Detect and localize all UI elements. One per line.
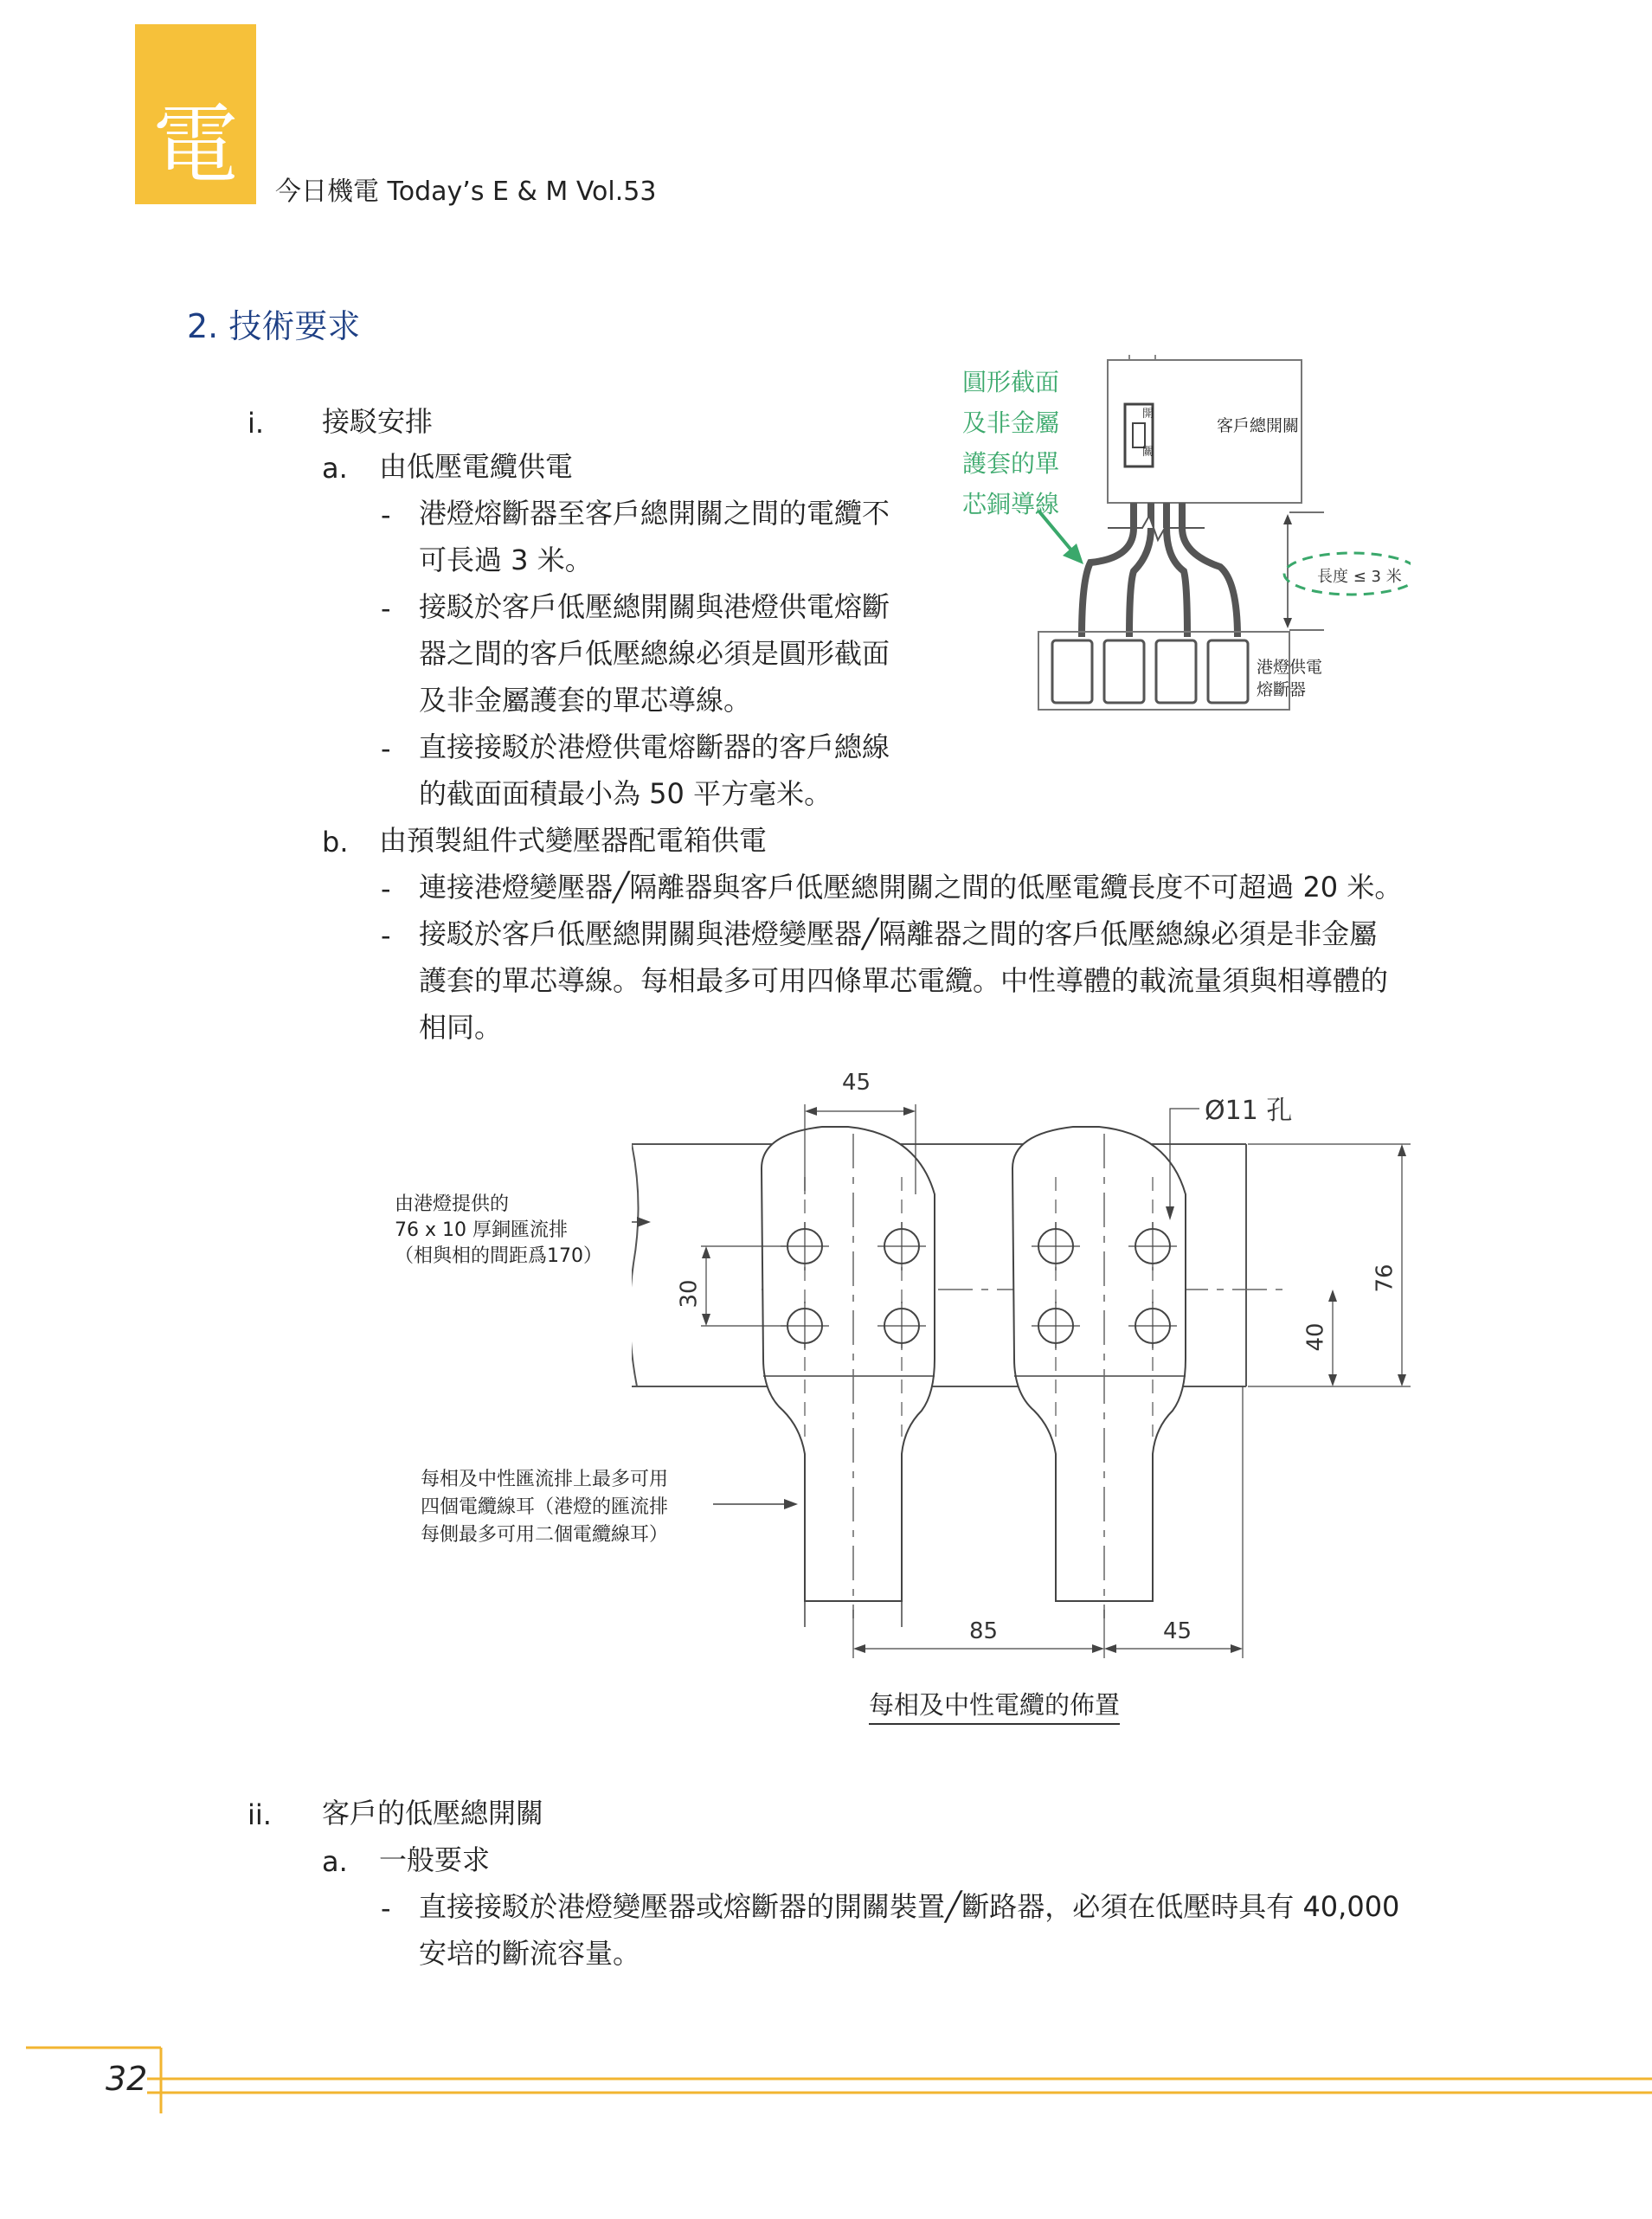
green-note-line: 護套的單 — [962, 449, 1060, 478]
bullet-line: 安培的斷流容量。 — [419, 1937, 641, 1970]
busbar-note-line: 由港燈提供的 — [395, 1193, 510, 1215]
lug-note-line: 每相及中性匯流排上最多可用 — [421, 1469, 669, 1490]
page-number: 32 — [106, 2060, 148, 2098]
bullet-line: 港燈熔斷器至客戶總開關之間的電纜不 — [419, 497, 890, 530]
header-logo-char: 電 — [152, 94, 239, 196]
fuse-label-line: 港燈供電 — [1257, 658, 1323, 677]
busbar-note-line: （相與相的間距爲170） — [395, 1245, 602, 1267]
hole-label: Ø11 孔 — [1205, 1096, 1293, 1126]
bullet-line: 直接接駁於港燈變壓器或熔斷器的開關裝置╱斷路器，必須在低壓時具有 40,000 — [419, 1890, 1400, 1923]
figure-2-busbar-drawing — [632, 1082, 1462, 1662]
part-ii-a-title: 一般要求 — [379, 1843, 491, 1876]
part-i-a-label: a. — [322, 452, 348, 485]
dim-right-76: 76 — [1372, 1264, 1398, 1293]
cable-lug-left — [762, 1127, 935, 1601]
cable-lug-right — [1012, 1127, 1186, 1601]
bullet-line: 相同。 — [419, 1011, 503, 1044]
figure-2-caption: 每相及中性電纜的佈置 — [869, 1686, 1120, 1725]
section-title: 2. 技術要求 — [187, 307, 361, 345]
bullet-line: 器之間的客戶低壓總線必須是圓形截面 — [419, 637, 890, 670]
switch-off-label: 關 — [1142, 446, 1154, 459]
fuse-label-line: 熔斷器 — [1257, 680, 1307, 699]
switch-label: 客戶總開關 — [1217, 416, 1300, 435]
fuse-block — [1038, 632, 1289, 710]
green-note-line: 圓形截面 — [962, 368, 1060, 396]
dim-top-45: 45 — [842, 1070, 871, 1096]
bullet-dash: - — [381, 592, 391, 625]
part-i-b-title: 由預製組件式變壓器配電箱供電 — [379, 824, 768, 857]
bullet-dash: - — [381, 1892, 391, 1925]
switch-on-label: 開 — [1142, 408, 1154, 421]
part-i-b-label: b. — [322, 826, 349, 859]
lug-note-line: 四個電纜線耳（港燈的匯流排 — [421, 1496, 669, 1518]
part-i-a-title: 由低壓電纜供電 — [379, 450, 574, 483]
green-note-line: 及非金屬 — [962, 408, 1060, 437]
length-label: 長度 ≤ 3 米 — [1317, 568, 1402, 586]
part-i-number: i. — [247, 407, 265, 440]
busbar-note-line: 76 x 10 厚銅匯流排 — [395, 1219, 568, 1241]
part-i-title: 接駁安排 — [322, 405, 434, 438]
bullet-line: 連接港燈變壓器╱隔離器與客戶低壓總開關之間的低壓電纜長度不可超過 20 米。 — [419, 871, 1403, 904]
part-ii-number: ii. — [247, 1798, 272, 1831]
bullet-dash: - — [381, 872, 391, 905]
part-ii-title: 客戶的低壓總開關 — [322, 1797, 544, 1830]
part-ii-a-label: a. — [322, 1845, 348, 1878]
bullet-line: 接駁於客戶低壓總開關與港燈變壓器╱隔離器之間的客戶低壓總線必須是非金屬 — [419, 917, 1378, 950]
dim-left-30: 30 — [676, 1279, 703, 1309]
dim-bottom-85: 85 — [969, 1618, 999, 1644]
bullet-dash: - — [381, 498, 391, 531]
bullet-line: 及非金屬護套的單芯導線。 — [419, 684, 752, 717]
bullet-dash: - — [381, 919, 391, 952]
magazine-title: 今日機電 Today’s E & M Vol.53 — [275, 177, 657, 207]
bullet-line: 護套的單芯導線。每相最多可用四條單芯電纜。中性導體的載流量須與相導體的 — [419, 964, 1389, 997]
dim-bottom-45: 45 — [1163, 1618, 1192, 1644]
dim-right-40: 40 — [1302, 1322, 1329, 1352]
bullet-line: 接駁於客戶低壓總開關與港燈供電熔斷 — [419, 590, 890, 623]
green-note-line: 芯銅導線 — [962, 490, 1060, 518]
bullet-line: 可長過 3 米。 — [419, 543, 593, 576]
bullet-line: 直接接駁於港燈供電熔斷器的客戶總線 — [419, 730, 890, 763]
figure-2-drawing — [632, 1082, 1462, 1662]
bullet-line: 的截面面積最小為 50 平方毫米。 — [419, 777, 832, 810]
lug-note-line: 每側最多可用二個電纜線耳） — [421, 1524, 669, 1546]
bullet-dash: - — [381, 732, 391, 765]
